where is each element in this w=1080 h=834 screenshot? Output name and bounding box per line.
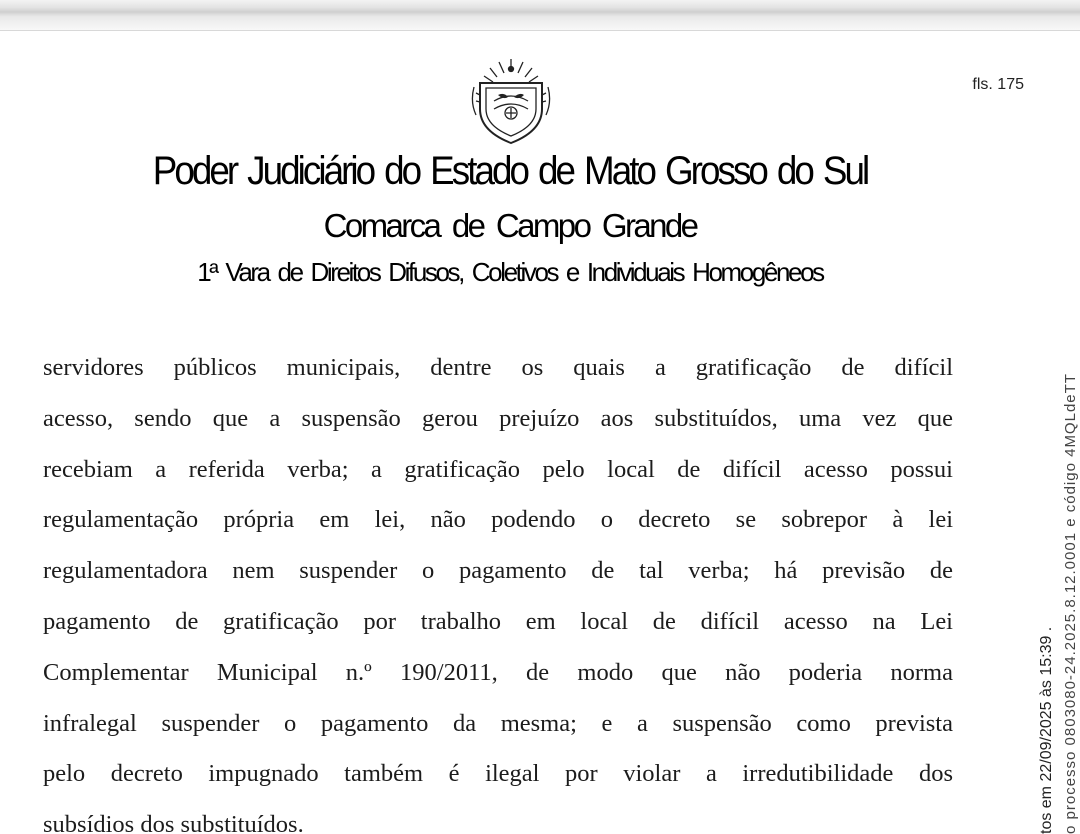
text-line: servidores públicos municipais, dentre os quais a gratificação de difícil bbox=[43, 354, 953, 381]
division-title: 1ª Vara de Direitos Difusos, Coletivos e Individuais Homogêneos bbox=[197, 257, 823, 287]
district-title: Comarca de Campo Grande bbox=[323, 207, 697, 244]
text-line: regulamentadora nem suspender o pagamento de tal verba; há previsão de bbox=[43, 557, 953, 585]
body-paragraph bbox=[43, 343, 953, 834]
page-number: fls. 175 bbox=[972, 76, 1024, 93]
text-line: pelo decreto impugnado também é ilegal por violar a irredutibilidade dos bbox=[43, 760, 953, 788]
viewer-top-bar bbox=[0, 0, 1080, 31]
text-line: pagamento de gratificação por trabalho em local de difícil acesso na Lei bbox=[43, 607, 953, 635]
text-line: subsídios dos substituídos. bbox=[43, 811, 304, 834]
text-line: infralegal suspender o pagamento da mesma; e a suspensão como prevista bbox=[43, 709, 953, 737]
text-line: recebiam a referida verba; a gratificação pelo local de difícil acesso possui bbox=[43, 455, 953, 483]
text-line: regulamentação própria em lei, não podendo o decreto se sobrepor à lei bbox=[43, 506, 953, 534]
text-line: Complementar Municipal n.º 190/2011, de modo que não poderia norma bbox=[43, 658, 953, 686]
coat-of-arms-icon bbox=[466, 57, 556, 147]
text-line: acesso, sendo que a suspensão gerou prejuízo aos substituídos, uma vez que bbox=[43, 404, 953, 432]
margin-signature-stamp: tos em 22/09/2025 às 15:39 . bbox=[1038, 626, 1055, 834]
margin-verification-stamp: o processo 0803080-24.2025.8.12.0001 e código 4MQLdeTT bbox=[1062, 373, 1079, 834]
document-page bbox=[0, 31, 1080, 834]
court-title: Poder Judiciário do Estado de Mato Grosso do Sul bbox=[152, 149, 868, 193]
